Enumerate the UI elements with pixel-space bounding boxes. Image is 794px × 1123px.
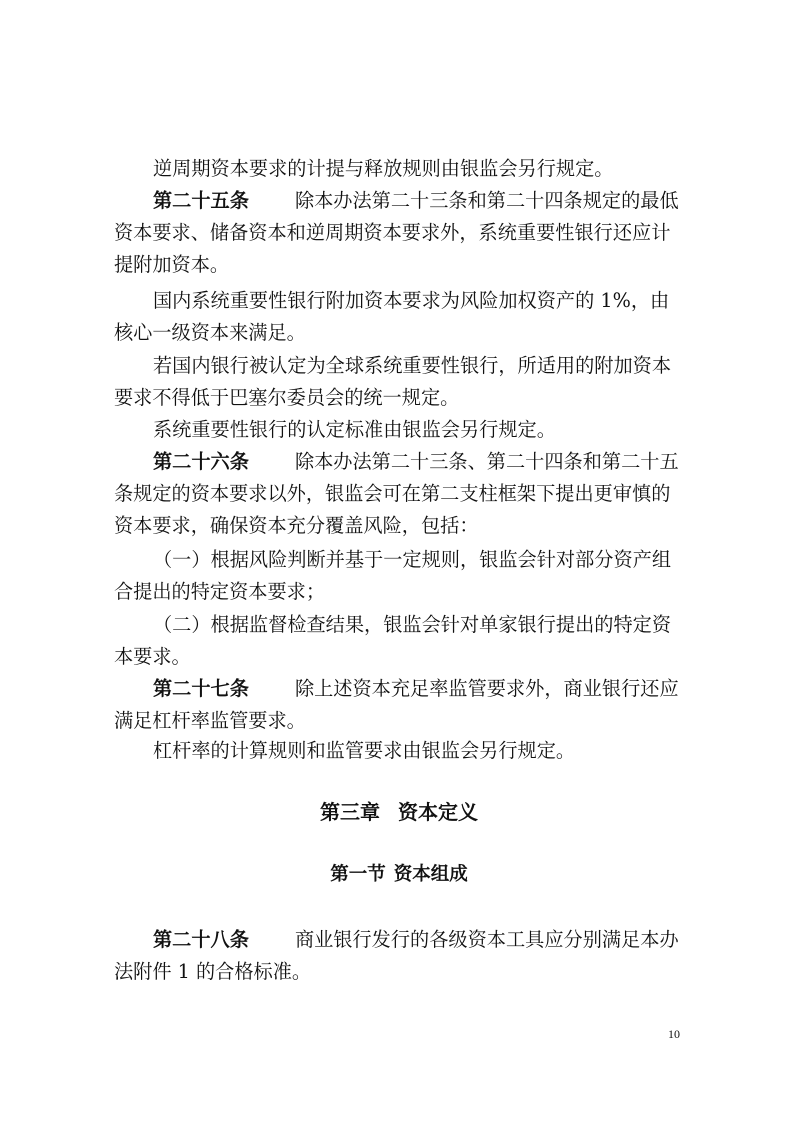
article-text: 除本办法第二十三条和第二十四条规定的最低资本要求、储备资本和逆周期资本要求外，系统重要性银行还应计提附加资本。 (114, 189, 679, 276)
paragraph (114, 735, 684, 767)
paragraph-text: 若国内银行被认定为全球系统重要性银行，所适用的附加资本要求不得低于巴塞尔委员会的统一规定。 (114, 354, 672, 409)
list-item (114, 609, 684, 673)
article-26 (114, 446, 684, 542)
paragraph-text: 逆周期资本要求的计提与释放规则由银监会另行规定。 (153, 157, 614, 180)
article-28 (114, 924, 684, 988)
article-label: 第二十五条 (153, 189, 249, 212)
chapter-title: 资本定义 (398, 800, 478, 824)
article-text: 除本办法第二十三条、第二十四条和第二十五条规定的资本要求以外，银监会可在第二支柱框架下提出更审慎的资本要求，确保资本充分覆盖风险，包括： (114, 450, 679, 537)
article-25 (114, 185, 684, 281)
page-number: 10 (668, 1027, 680, 1041)
list-item-text: （二）根据监督检查结果，银监会针对单家银行提出的特定资本要求。 (114, 613, 672, 668)
article-label: 第二十七条 (153, 677, 249, 700)
list-item (114, 544, 684, 608)
article-label: 第二十八条 (153, 928, 249, 951)
article-27 (114, 673, 684, 737)
section-title: 资本组成 (393, 864, 468, 885)
list-item-text: （一）根据风险判断并基于一定规则，银监会针对部分资产组合提出的特定资本要求； (114, 548, 672, 603)
paragraph-text: 系统重要性银行的认定标准由银监会另行规定。 (153, 418, 556, 441)
article-label: 第二十六条 (153, 450, 249, 473)
chapter-heading (114, 796, 684, 825)
paragraph (114, 285, 684, 349)
article-text: 除上述资本充足率监管要求外，商业银行还应满足杠杆率监管要求。 (114, 677, 679, 732)
chapter-label: 第三章 (320, 800, 380, 824)
paragraph-text: 杠杆率的计算规则和监管要求由银监会另行规定。 (153, 739, 576, 762)
section-heading (114, 860, 684, 886)
paragraph-text: 国内系统重要性银行附加资本要求为风险加权资产的 1%，由核心一级资本来满足。 (114, 289, 670, 344)
paragraph (114, 414, 684, 446)
article-text: 商业银行发行的各级资本工具应分别满足本办法附件 1 的合格标准。 (114, 928, 679, 983)
paragraph (114, 350, 684, 414)
section-label: 第一节 (330, 864, 386, 885)
paragraph (114, 153, 684, 185)
